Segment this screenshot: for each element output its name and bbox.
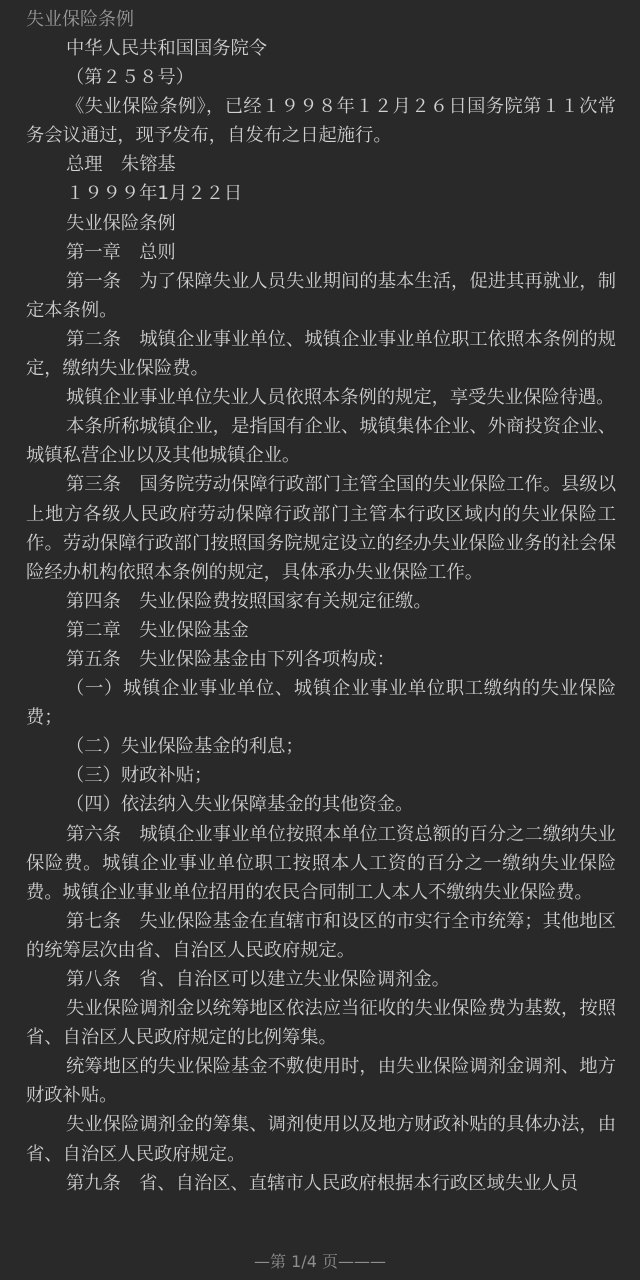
paragraph: 《失业保险条例》，已经１９９８年１２月２６日国务院第１１次常务会议通过，现予发布，自发布之日起施行。 <box>26 96 616 147</box>
paragraph: 第三条 国务院劳动保障行政部门主管全国的失业保险工作。县级以上地方各级人民政府劳动保障行政部门主管本行政区域内的失业保险工作。劳动保障行政部门按照国务院规定设立的经办失业保险业务的社会保险经办机构依照本条例的规定，具体承办失业保险工作。 <box>26 474 616 583</box>
paragraph: （一）城镇企业事业单位、城镇企业事业单位职工缴纳的失业保险费； <box>26 678 616 729</box>
paragraph: 第五条 失业保险基金由下列各项构成： <box>66 648 396 670</box>
reader-content[interactable] <box>26 34 616 1198</box>
paragraph: 统筹地区的失业保险基金不敷使用时，由失业保险调剂金调剂、地方财政补贴。 <box>26 1056 616 1107</box>
paragraph: 第二章 失业保险基金 <box>66 619 249 641</box>
book-title: 失业保险条例 <box>26 9 134 30</box>
paragraph: 中华人民共和国国务院令 <box>66 38 268 59</box>
paragraph: １９９９年1月２２日 <box>66 183 243 205</box>
paragraph: 总理 朱镕基 <box>66 154 176 176</box>
paragraph: 第一章 总则 <box>66 241 176 263</box>
paragraph: 第一条 为了保障失业人员失业期间的基本生活，促进其再就业，制定本条例。 <box>26 270 616 321</box>
paragraph: 第八条 省、自治区可以建立失业保险调剂金。 <box>66 969 450 990</box>
paragraph: （第２５８号） <box>66 67 194 89</box>
paragraph: 第七条 失业保险基金在直辖市和设区的市实行全市统筹；其他地区的统筹层次由省、自治区人民政府规定。 <box>26 910 616 961</box>
paragraph: 失业保险条例 <box>66 212 176 234</box>
paragraph: 第二条 城镇企业事业单位、城镇企业事业单位职工依照本条例的规定，缴纳失业保险费。 <box>26 328 616 380</box>
page-indicator: —第 1/4 页——— <box>254 1252 386 1271</box>
paragraph: （四）依法纳入失业保障基金的其他资金。 <box>66 794 414 816</box>
paragraph: （三）财政补贴； <box>66 765 213 787</box>
paragraph: 第六条 城镇企业事业单位按照本单位工资总额的百分之二缴纳失业保险费。城镇企业事业单位职工按照本人工资的百分之一缴纳失业保险费。城镇企业事业单位招用的农民合同制工人本人不缴纳失业保险费。 <box>26 823 616 903</box>
paragraph: 失业保险调剂金的筹集、调剂使用以及地方财政补贴的具体办法，由省、自治区人民政府规定。 <box>26 1114 616 1165</box>
paragraph: 第九条 省、自治区、直辖市人民政府根据本行政区域失业人员 <box>66 1172 578 1194</box>
paragraph: 第四条 失业保险费按照国家有关规定征缴。 <box>66 590 432 612</box>
paragraph: 城镇企业事业单位失业人员依照本条例的规定，享受失业保险待遇。 <box>66 387 615 409</box>
paragraph: 失业保险调剂金以统筹地区依法应当征收的失业保险费为基数，按照省、自治区人民政府规定的比例筹集。 <box>26 998 616 1049</box>
paragraph: （二）失业保险基金的利息； <box>66 736 304 758</box>
paragraph: 本条所称城镇企业，是指国有企业、城镇集体企业、外商投资企业、城镇私营企业以及其他城镇企业。 <box>26 416 616 467</box>
